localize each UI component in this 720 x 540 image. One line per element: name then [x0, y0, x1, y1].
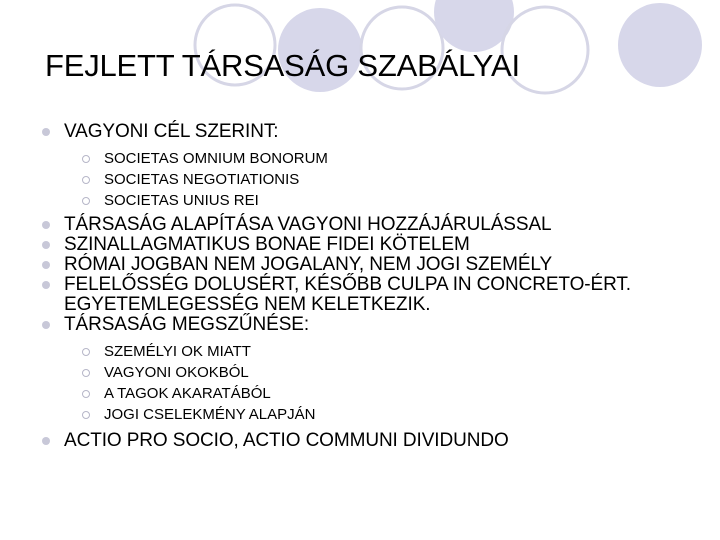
sub-bullet-item: [82, 362, 702, 383]
slide-title: FEJLETT TÁRSASÁG SZABÁLYAI: [45, 48, 520, 83]
sub-bullet-item: [82, 341, 702, 362]
bullet-icon: [42, 321, 50, 329]
bullet-icon: [42, 281, 50, 289]
bullet-text: VAGYONI CÉL SZERINT:: [64, 121, 279, 142]
deco-circle-6: [618, 3, 702, 87]
ring-bullet-icon: [82, 197, 90, 205]
bullet-text: ACTIO PRO SOCIO, ACTIO COMMUNI DIVIDUNDO: [64, 430, 509, 451]
ring-bullet-icon: [82, 348, 90, 356]
ring-bullet-icon: [82, 411, 90, 419]
bullet-item: [42, 235, 702, 255]
bullet-item: [42, 255, 702, 275]
bullet-text: SZINALLAGMATIKUS BONAE FIDEI KÖTELEM: [64, 234, 470, 255]
sub-bullet-text: SOCIETAS UNIUS REI: [104, 192, 259, 209]
sub-bullet-item: [82, 169, 702, 190]
bullet-text: FELELŐSSÉG DOLUSÉRT, KÉSŐBB CULPA IN CONCRETO-ÉRT. EGYETEMLEGESSÉG NEM KELETKEZIK.: [64, 274, 631, 315]
sub-bullet-text: VAGYONI OKOKBÓL: [104, 364, 249, 381]
bullet-icon: [42, 437, 50, 445]
bullet-item: [42, 431, 702, 451]
sub-bullet-item: [82, 383, 702, 404]
sub-bullet-text: SZEMÉLYI OK MIATT: [104, 343, 251, 360]
bullet-icon: [42, 221, 50, 229]
bullet-icon: [42, 241, 50, 249]
ring-bullet-icon: [82, 390, 90, 398]
bullet-icon: [42, 128, 50, 136]
sub-bullet-item: [82, 148, 702, 169]
sub-bullet-text: SOCIETAS NEGOTIATIONIS: [104, 171, 300, 188]
ring-bullet-icon: [82, 155, 90, 163]
ring-bullet-icon: [82, 369, 90, 377]
bullet-icon: [42, 261, 50, 269]
bullet-text: TÁRSASÁG ALAPÍTÁSA VAGYONI HOZZÁJÁRULÁSSAL: [64, 214, 552, 235]
sub-bullet-text: SOCIETAS OMNIUM BONORUM: [104, 150, 328, 167]
sub-bullet-item: [82, 404, 702, 425]
bullet-text: TÁRSASÁG MEGSZŰNÉSE:: [64, 314, 310, 335]
sub-bullet-text: A TAGOK AKARATÁBÓL: [104, 385, 271, 402]
bullet-item: [42, 122, 702, 142]
bullet-item: [42, 315, 702, 335]
bullet-item: [42, 275, 702, 315]
bullet-list: [42, 122, 702, 451]
bullet-item: [42, 215, 702, 235]
sub-bullet-text: JOGI CSELEKMÉNY ALAPJÁN: [104, 406, 316, 423]
ring-bullet-icon: [82, 176, 90, 184]
bullet-text: RÓMAI JOGBAN NEM JOGALANY, NEM JOGI SZEMÉLY: [64, 254, 553, 275]
sub-bullet-item: [82, 190, 702, 211]
